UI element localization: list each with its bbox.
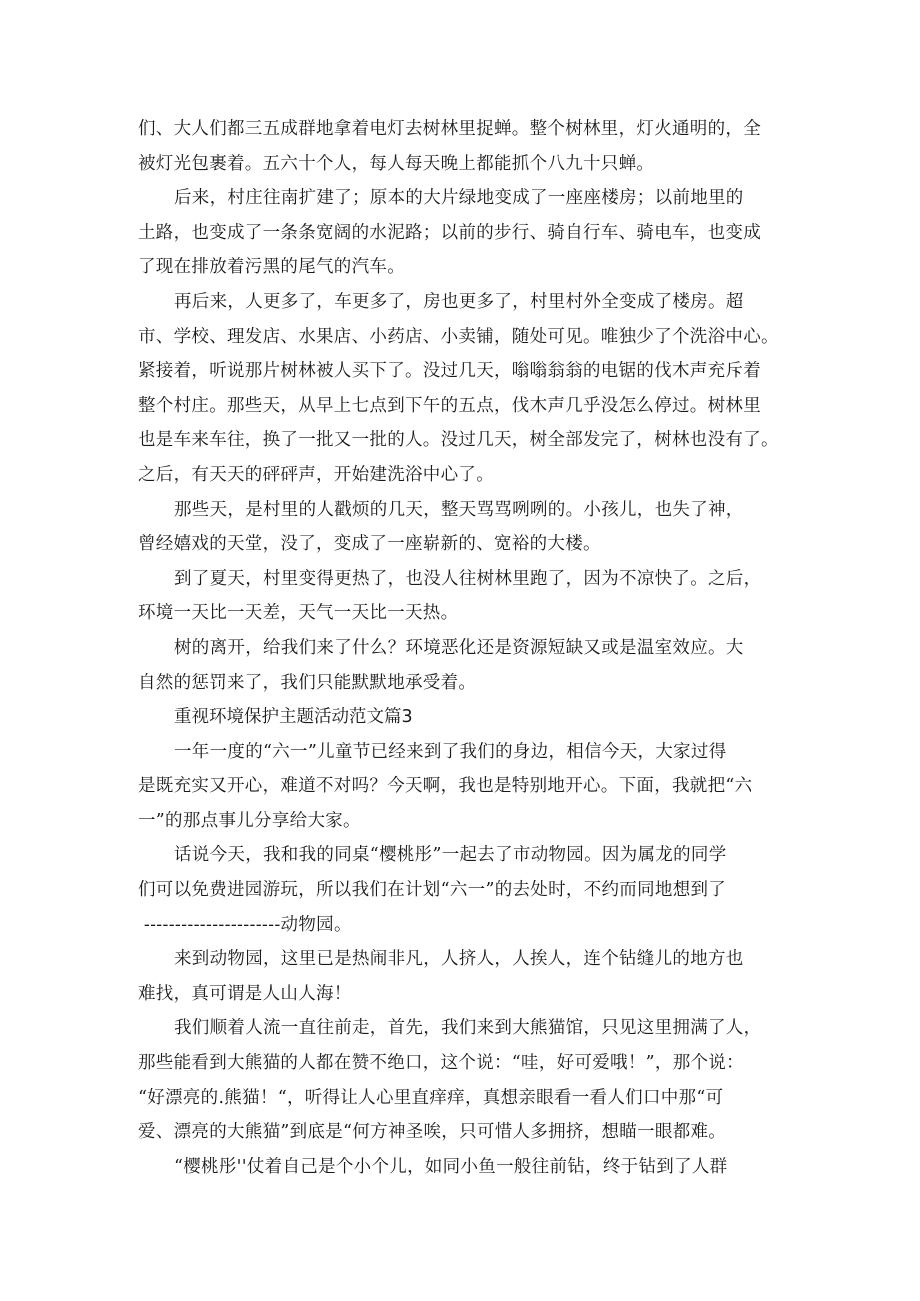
text-line: 爱、漂亮的大熊猫”到底是“何方神圣唉，只可惜人多拥挤，想瞄一眼都难。 xyxy=(138,1122,727,1143)
paragraph xyxy=(138,631,788,700)
paragraph xyxy=(138,112,788,181)
text-line: 被灯光包裹着。五六十个人，每人每天晚上都能抓个八九十只蝉。 xyxy=(138,153,655,174)
text-line: 也是车来车往，换了一批又一批的人。没过几天，树全部发完了，树林也没有了。 xyxy=(138,430,779,451)
text-line: 是既充实又开心，难道不对吗？今天啊，我也是特别地开心。下面，我就把“六 xyxy=(138,776,753,797)
text-line: 一”的那点事儿分享给大家。 xyxy=(138,810,361,831)
text-line: 那些能看到大熊猫的人都在赞不绝口，这个说：“哇，好可爱哦！”，那个说： xyxy=(138,1053,744,1074)
text-line: 到了夏天，村里变得更热了，也没人往树林里跑了，因为不凉快了。之后， xyxy=(174,568,762,589)
text-line: 了现在排放着污黑的尾气的汽车。 xyxy=(138,257,405,278)
paragraph xyxy=(138,1011,788,1149)
text-line: 自然的惩罚来了，我们只能默默地承受着。 xyxy=(138,672,477,693)
text-line: 曾经嬉戏的天堂，没了，变成了一座崭新的、宽裕的大楼。 xyxy=(138,534,601,555)
document-body xyxy=(138,112,788,1184)
text-line: 土路，也变成了一条条宽阔的水泥路；以前的步行、骑自行车、骑电车，也变成 xyxy=(138,222,761,243)
text-line: 之后，有天天的砰砰声，开始建洗浴中心了。 xyxy=(138,464,494,485)
text-line: 再后来，人更多了，车更多了，房也更多了，村里村外全变成了楼房。超 xyxy=(174,291,744,312)
paragraph xyxy=(138,181,788,285)
paragraph xyxy=(138,562,788,631)
text-line: 后来，村庄往南扩建了；原本的大片绿地变成了一座座楼房；以前地里的 xyxy=(174,188,744,209)
text-line: 们可以免费进园游玩，所以我们在计划“六一”的去处时，不约而同地想到了 xyxy=(138,880,727,901)
text-line: 来到动物园，这里已是热闹非凡，人挤人，人挨人，连个钻缝儿的地方也 xyxy=(174,949,744,970)
paragraph xyxy=(138,493,788,562)
text-line: 我们顺着人流一直往前走，首先，我们来到大熊猫馆，只见这里拥满了人， xyxy=(174,1018,762,1039)
text-line: 市、学校、理发店、水果店、小药店、小卖铺，随处可见。唯独少了个洗浴中心。 xyxy=(138,326,779,347)
text-line: 话说今天，我和我的同桌“樱桃彤”一起去了市动物园。因为属龙的同学 xyxy=(174,845,727,866)
text-line: 树的离开，给我们来了什么？环境恶化还是资源短缺又或是温室效应。大 xyxy=(174,637,744,658)
paragraph xyxy=(138,942,788,1011)
text-line: 难找，真可谓是人山人海！ xyxy=(138,983,352,1004)
text-line: “樱桃彤''仗着自己是个小个儿，如同小鱼一般往前钻，终于钻到了人群 xyxy=(174,1156,728,1177)
text-line: 那些天，是村里的人戳烦的几天，整天骂骂咧咧的。小孩儿，也失了神， xyxy=(174,499,744,520)
text-line: ----------------------动物园。 xyxy=(138,914,352,935)
paragraph xyxy=(138,1150,788,1185)
paragraph xyxy=(138,285,788,493)
section-heading: 重视环境保护主题活动范文篇3 xyxy=(174,707,413,728)
text-line: 们、大人们都三五成群地拿着电灯去树林里捉蝉。整个树林里，灯火通明的，全 xyxy=(138,119,761,139)
paragraph xyxy=(138,838,788,942)
text-line: 紧接着，听说那片树林被人买下了。没过几天，嗡嗡翁翁的电锯的伐木声充斥着 xyxy=(138,361,761,382)
text-line: 环境一天比一天差，天气一天比一天热。 xyxy=(138,603,459,624)
text-line: 一年一度的“六一”儿童节已经来到了我们的身边，相信今天，大家过得 xyxy=(174,741,727,762)
text-line: 整个村庄。那些天，从早上七点到下午的五点，伐木声几乎没怎么停过。树林里 xyxy=(138,395,761,416)
text-line: “好漂亮的.熊猫！“，听得让人心里直痒痒，真想亲眼看一看人们口中那“可 xyxy=(138,1087,724,1108)
paragraph xyxy=(138,735,788,839)
